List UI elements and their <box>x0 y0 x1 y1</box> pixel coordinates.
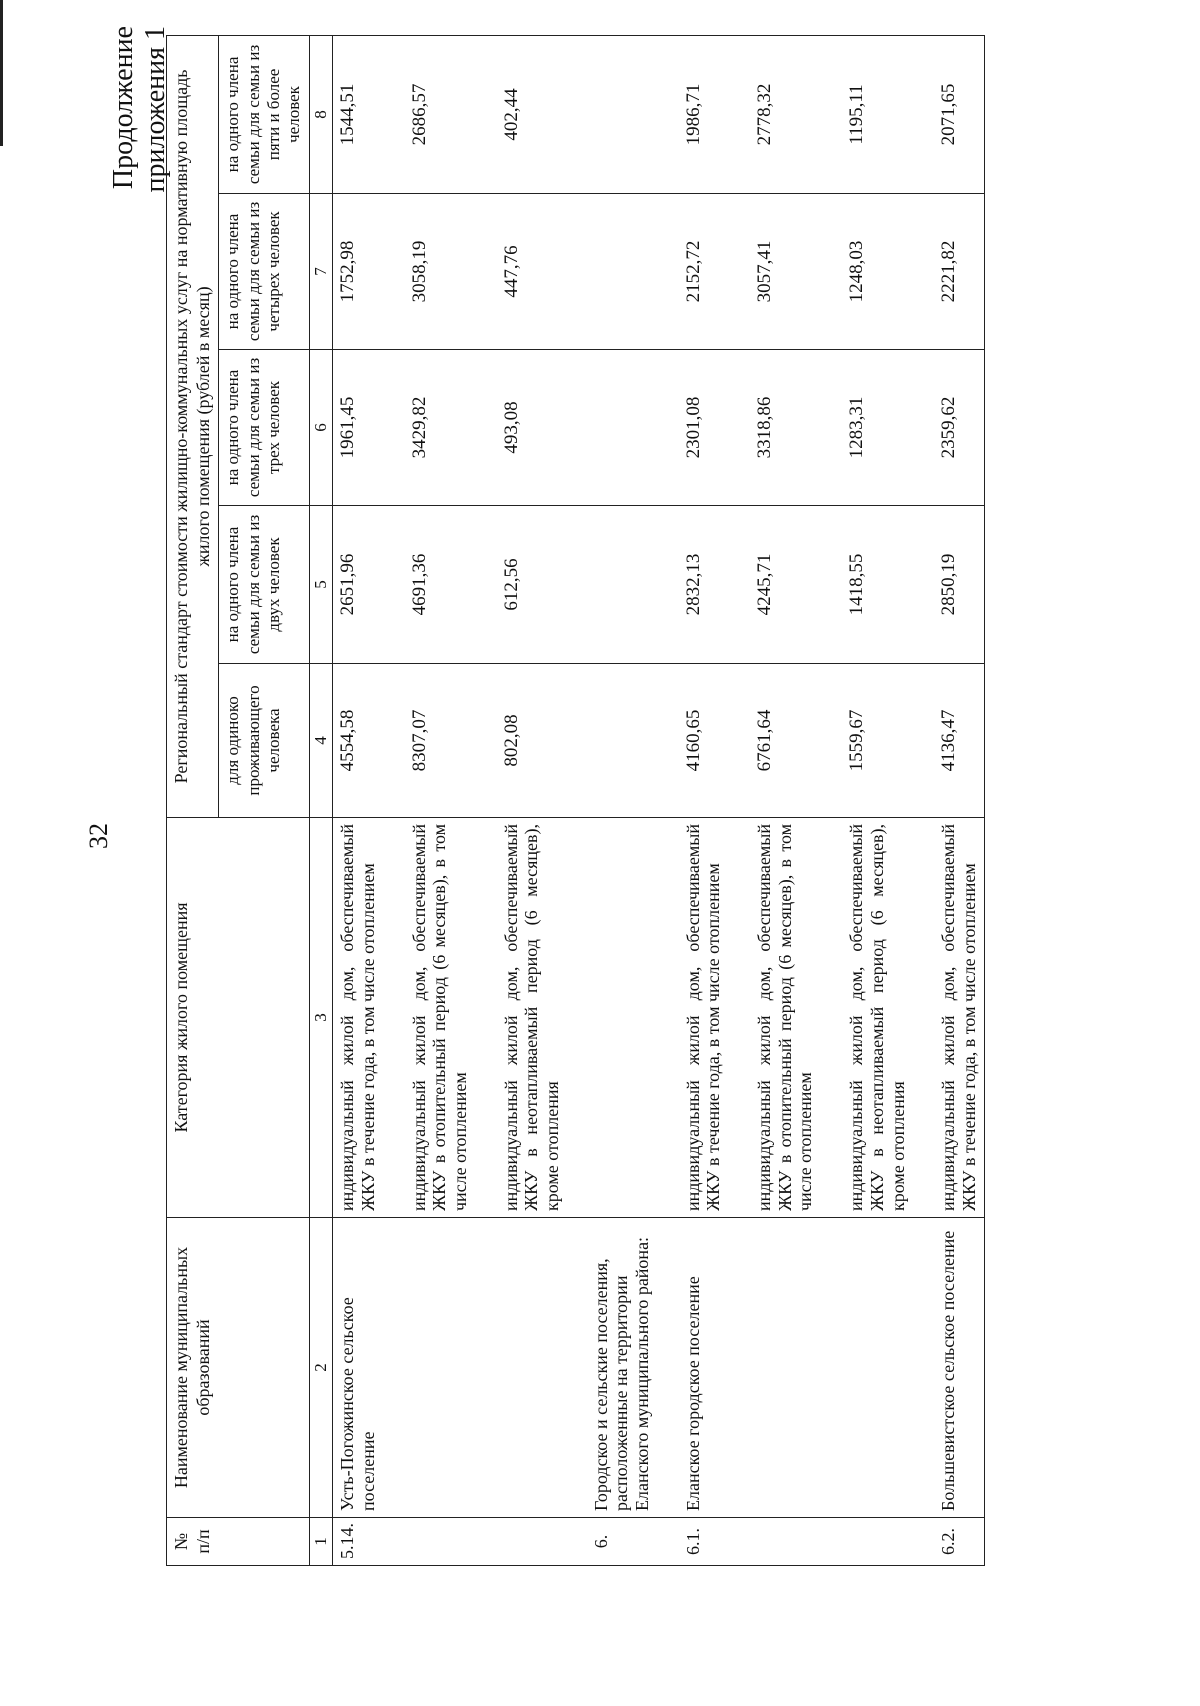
value-three <box>589 350 657 506</box>
header-category: Категория жилого помещения <box>167 818 310 1218</box>
housing-category: индивидуальный жилой дом, обеспечиваемый ЖКУ в отопительный период (6 месяцев), в том числе отоплением <box>750 818 820 1218</box>
value-single: 4160,65 <box>679 664 728 818</box>
value-five <box>589 35 657 193</box>
column-number: 3 <box>309 818 332 1218</box>
value-single: 4136,47 <box>934 664 984 818</box>
value-three: 1283,31 <box>842 350 912 506</box>
row-number <box>497 1518 567 1566</box>
header-name: Наименование муниципальных образований <box>167 1218 310 1518</box>
header-sub-single: для одиноко проживающего человека <box>219 664 310 818</box>
row-spacer <box>475 35 497 1565</box>
value-four: 447,76 <box>497 194 567 350</box>
row-spacer <box>728 35 750 1565</box>
housing-category: индивидуальный жилой дом, обеспечиваемый ЖКУ в неотапливаемый период (6 месяцев), кроме отопления <box>842 818 912 1218</box>
value-single: 802,08 <box>497 664 567 818</box>
rates-table <box>166 35 985 1566</box>
value-single: 1559,67 <box>842 664 912 818</box>
value-single: 8307,07 <box>405 664 475 818</box>
municipality-name <box>405 1218 475 1518</box>
value-three: 3318,86 <box>750 350 820 506</box>
value-two: 4691,36 <box>405 506 475 664</box>
table-body <box>333 35 984 1565</box>
value-five: 2778,32 <box>750 35 820 193</box>
value-three: 3429,82 <box>405 350 475 506</box>
housing-category: индивидуальный жилой дом, обеспечиваемый ЖКУ в неотапливаемый период (6 месяцев), кроме отопления <box>497 818 567 1218</box>
value-two: 2850,19 <box>934 506 984 664</box>
value-five: 1544,51 <box>333 35 383 193</box>
housing-category: индивидуальный жилой дом, обеспечиваемый ЖКУ в течение года, в том числе отоплением <box>679 818 728 1218</box>
value-two: 4245,71 <box>750 506 820 664</box>
value-five: 2686,57 <box>405 35 475 193</box>
header-sub-five: на одного члена семьи для семьи из пяти и более человек <box>219 35 310 193</box>
table-row <box>934 35 984 1565</box>
value-four <box>589 194 657 350</box>
header-sub-two: на одного члена семьи для семьи из двух человек <box>219 506 310 664</box>
value-four: 3058,19 <box>405 194 475 350</box>
value-two: 2832,13 <box>679 506 728 664</box>
column-number: 1 <box>309 1518 332 1566</box>
municipality-name: Усть-Погожинское сельское поселение <box>333 1218 383 1518</box>
column-number: 7 <box>309 194 332 350</box>
header-sub-three: на одного члена семьи для семьи из трех человек <box>219 350 310 506</box>
housing-category <box>589 818 657 1218</box>
table-row <box>842 35 912 1565</box>
municipality-name: Городское и сельские поселения, расположенные на территории Еланского муниципального района: <box>589 1218 657 1518</box>
value-five: 2071,65 <box>934 35 984 193</box>
row-spacer <box>383 35 405 1565</box>
municipality-name <box>497 1218 567 1518</box>
header-standard: Региональный стандарт стоимости жилищно-коммунальных услуг на нормативную площадь жилого помещения (рублей в месяц) <box>167 35 219 817</box>
header-sub-four: на одного члена семьи для семьи из четырех человек <box>219 194 310 350</box>
value-four: 3057,41 <box>750 194 820 350</box>
table-row <box>405 35 475 1565</box>
column-numbers-row <box>309 35 332 1565</box>
table-row-group-heading <box>589 35 657 1565</box>
value-two <box>589 506 657 664</box>
scan-edge-mark <box>0 0 3 146</box>
row-spacer <box>912 35 934 1565</box>
value-three: 2301,08 <box>679 350 728 506</box>
row-number: 6.1. <box>679 1518 728 1566</box>
table-header <box>167 35 333 1565</box>
continuation-title: Продолжение приложения 1 <box>108 26 171 193</box>
housing-category: индивидуальный жилой дом, обеспечиваемый ЖКУ в отопительный период (6 месяцев), в том числе отоплением <box>405 818 475 1218</box>
value-four: 1752,98 <box>333 194 383 350</box>
municipality-name <box>750 1218 820 1518</box>
row-spacer <box>657 35 679 1565</box>
value-five: 402,44 <box>497 35 567 193</box>
municipality-name <box>842 1218 912 1518</box>
column-number: 2 <box>309 1218 332 1518</box>
table-row <box>497 35 567 1565</box>
housing-category: индивидуальный жилой дом, обеспечиваемый ЖКУ в течение года, в том числе отоплением <box>934 818 984 1218</box>
value-single <box>589 664 657 818</box>
value-two: 612,56 <box>497 506 567 664</box>
value-four: 2221,82 <box>934 194 984 350</box>
column-number: 4 <box>309 664 332 818</box>
municipality-name: Еланское городское поселение <box>679 1218 728 1518</box>
table-row <box>679 35 728 1565</box>
row-number: 6. <box>589 1518 657 1566</box>
header-no: № п/п <box>167 1518 310 1566</box>
row-spacer <box>820 35 842 1565</box>
table-row <box>750 35 820 1565</box>
housing-category: индивидуальный жилой дом, обеспечиваемый ЖКУ в течение года, в том числе отоплением <box>333 818 383 1218</box>
row-number: 5.14. <box>333 1518 383 1566</box>
value-three: 493,08 <box>497 350 567 506</box>
value-three: 1961,45 <box>333 350 383 506</box>
row-number <box>842 1518 912 1566</box>
row-number <box>405 1518 475 1566</box>
value-five: 1195,11 <box>842 35 912 193</box>
column-number: 5 <box>309 506 332 664</box>
value-four: 1248,03 <box>842 194 912 350</box>
row-spacer <box>567 35 589 1565</box>
table-row <box>333 35 383 1565</box>
row-number <box>750 1518 820 1566</box>
municipality-name: Большевистское сельское поселение <box>934 1218 984 1518</box>
value-two: 1418,55 <box>842 506 912 664</box>
page-number: 32 <box>84 823 113 849</box>
column-number: 8 <box>309 35 332 193</box>
value-single: 6761,64 <box>750 664 820 818</box>
column-number: 6 <box>309 350 332 506</box>
value-single: 4554,58 <box>333 664 383 818</box>
value-five: 1986,71 <box>679 35 728 193</box>
value-three: 2359,62 <box>934 350 984 506</box>
value-two: 2651,96 <box>333 506 383 664</box>
value-four: 2152,72 <box>679 194 728 350</box>
row-number: 6.2. <box>934 1518 984 1566</box>
